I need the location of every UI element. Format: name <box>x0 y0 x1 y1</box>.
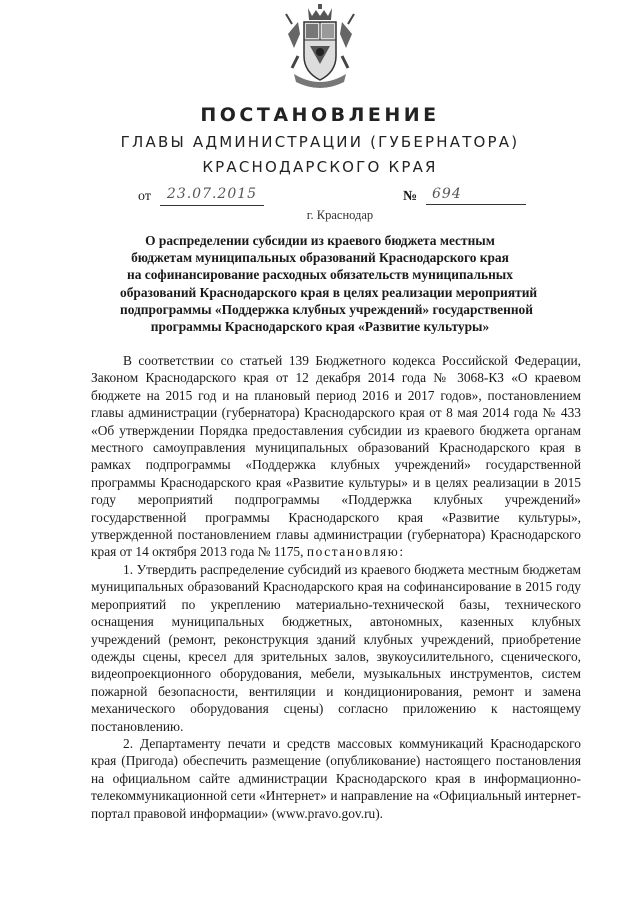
date-label: от <box>138 189 151 204</box>
number-label: № <box>403 189 418 204</box>
resolve-word: постановляю: <box>306 544 405 560</box>
document-body <box>91 352 581 822</box>
krasnodar-coat-of-arms-emblem <box>284 4 356 90</box>
date-number-row <box>0 186 640 210</box>
city-name: г. Краснодар <box>306 208 374 222</box>
item-1-paragraph: 1. Утвердить распределение субсидий из краевого бюджета местным бюджетам муниципальных образований Краснодарского края на софинансирование в 2015 году мероприятий по укреплению материально-технической базы, технического оснащения муниципальных бюджетных, автономных, казенных клубных учреждений (ремонт, реконструкция зданий клубных учреждений, приобретение одежды сцены, кресел для зрительных залов, звукоусилительного, сценического, видеопроекционного оборудования, мебели, музыкальных инструментов, систем пожарной безопасности, вентиляции и кондиционирования, ремонт и замена механического оборудования сцены) согласно приложению к настоящему постановлению. <box>91 561 581 734</box>
issuer-heading-line2: КРАСНОДАРСКОГО КРАЯ <box>202 158 438 176</box>
title-line: образований Краснодарского края в целях реализации мероприятий <box>120 284 538 300</box>
document-type-heading: ПОСТАНОВЛЕНИЕ <box>200 104 440 126</box>
issuer-heading-line1: ГЛАВЫ АДМИНИСТРАЦИИ (ГУБЕРНАТОРА) <box>120 133 520 151</box>
title-line: программы Краснодарского края «Развитие культуры» <box>150 319 490 335</box>
title-line: подпрограммы «Поддержка клубных учреждений» государственной <box>120 301 533 317</box>
title-line: на софинансирование расходных обязательств муниципальных <box>127 267 513 283</box>
title-line: О распределении субсидии из краевого бюджета местным <box>145 233 495 248</box>
document-title <box>120 232 538 335</box>
title-line: бюджетам муниципальных образований Краснодарского края <box>131 250 509 266</box>
handwritten-date: 23.07.2015 <box>160 186 264 206</box>
preamble-text: В соответствии со статьей 139 Бюджетного кодекса Российской Федерации, Законом Краснодарского края от 12 декабря 2014 года № 3068-КЗ «О краевом бюджете на 2015 год и на плановый период 2016 и 2017 годов», постановлением главы администрации (губернатора) Краснодарского края от 8 мая 2014 года № 433 «Об утверждении Порядка предоставления субсидии из краевого бюджета органам местного самоуправления муниципальных образований Краснодарского края в рамках подпрограммы «Поддержка клубных учреждений» государственной программы Краснодарского края «Развитие культуры» и в целях реализации в 2015 году мероприятий подпрограммы «Поддержка клубных учреждений» государственной программы Краснодарского края «Развитие культуры», утвержденной постановлением главы администрации (губернатора) Краснодарского края от 14 октября 2013 года № 1175, <box>91 353 581 560</box>
handwritten-number: 694 <box>426 186 526 205</box>
preamble-paragraph <box>91 352 581 561</box>
item-2-paragraph: 2. Департаменту печати и средств массовых коммуникаций Краснодарского края (Пригода) обеспечить размещение (опубликование) настоящего постановления на официальном сайте администрации Краснодарского края в информационно-телекоммуникационной сети «Интернет» и направление на «Официальный интернет-портал правовой информации» (www.pravo.gov.ru). <box>91 735 581 821</box>
